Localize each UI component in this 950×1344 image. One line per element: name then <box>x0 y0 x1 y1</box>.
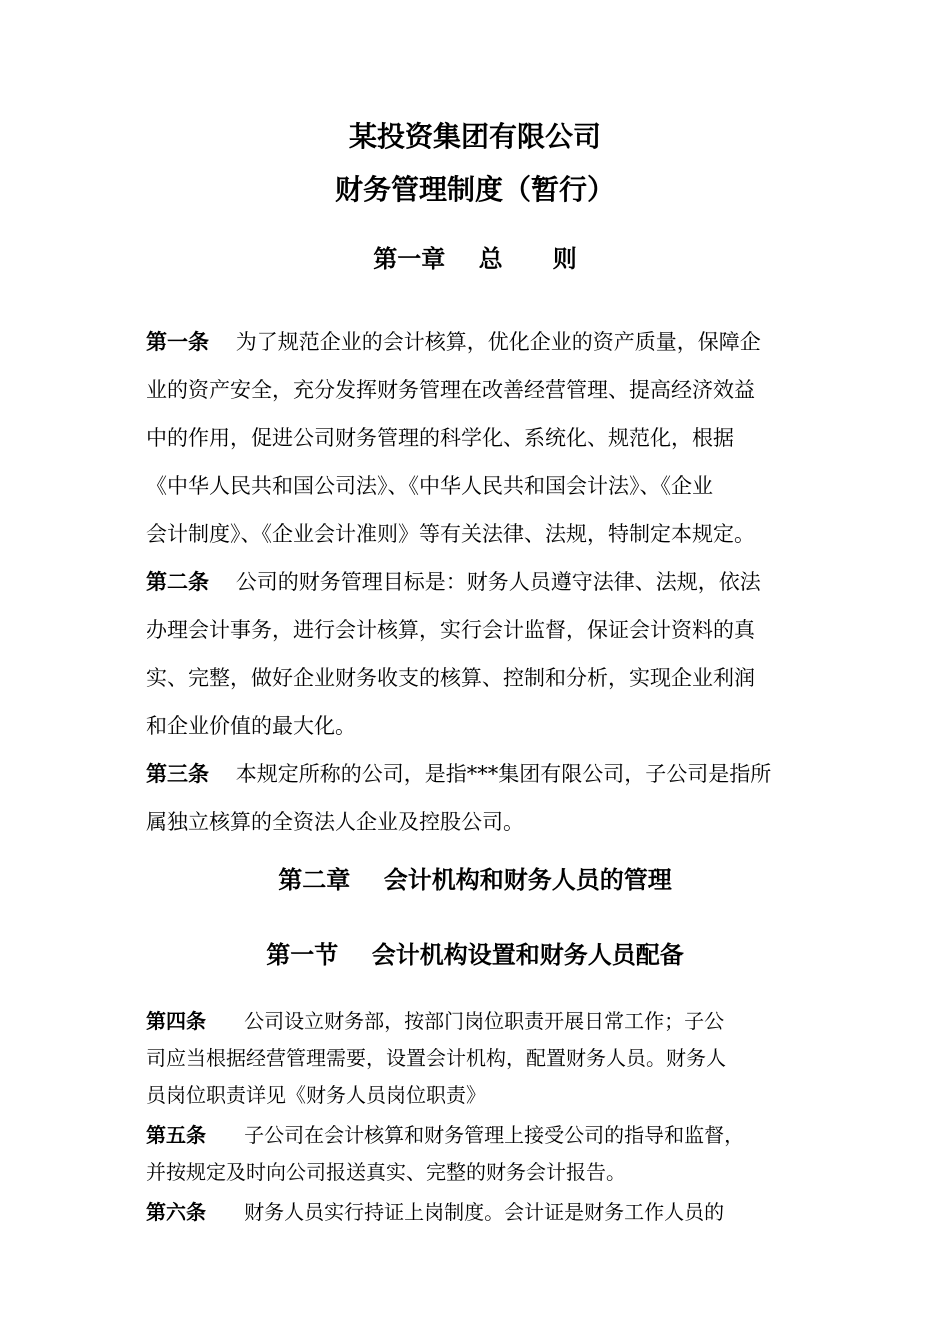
article4-line3: 员岗位职责详见《财务人员岗位职责》 <box>146 1083 486 1107</box>
article5-label: 第五条 <box>146 1123 206 1147</box>
article3-text: 本规定所称的公司，是指***集团有限公司，子公司是指所 <box>209 762 772 786</box>
article4-label: 第四条 <box>146 1009 206 1033</box>
article5-text: 子公司在会计核算和财务管理上接受公司的指导和监督， <box>206 1123 745 1147</box>
article6-line1 <box>146 1196 724 1225</box>
article1-line3: 中的作用，促进公司财务管理的科学化、系统化、规范化，根据 <box>146 426 734 450</box>
chapter1-heading: 第一章 总 则 <box>373 245 577 273</box>
article2-line1 <box>146 566 761 596</box>
article2-label: 第二条 <box>146 570 209 594</box>
article2-line2: 办理会计事务，进行会计核算，实行会计监督，保证会计资料的真 <box>146 618 755 642</box>
chapter2-heading: 第二章 会计机构和财务人员的管理 <box>278 866 672 894</box>
article1-text: 为了规范企业的会计核算，优化企业的资产质量，保障企 <box>209 330 761 354</box>
article1-line1 <box>146 326 761 356</box>
article5-line2: 并按规定及时向公司报送真实、完整的财务会计报告。 <box>146 1160 626 1184</box>
article4-line1 <box>146 1005 724 1034</box>
article5-line1 <box>146 1119 744 1148</box>
section1-heading: 第一节 会计机构设置和财务人员配备 <box>266 941 684 969</box>
article1-line5: 会计制度》、《企业会计准则》等有关法律、法规，特制定本规定。 <box>146 522 755 546</box>
article1-label: 第一条 <box>146 330 209 354</box>
article1-line2: 业的资产安全，充分发挥财务管理在改善经营管理、提高经济效益 <box>146 378 755 402</box>
article4-text: 公司设立财务部，按部门岗位职责开展日常工作；子公 <box>206 1009 725 1033</box>
article6-label: 第六条 <box>146 1200 206 1224</box>
article2-line3: 实、完整，做好企业财务收支的核算、控制和分析，实现企业利润 <box>146 666 755 690</box>
article3-line2: 属独立核算的全资法人企业及控股公司。 <box>146 810 524 834</box>
document-title-line2: 财务管理制度（暂行） <box>334 173 615 206</box>
article1-line4: 《中华人民共和国公司法》、《中华人民共和国会计法》、《企业 <box>146 474 713 498</box>
article2-line4: 和企业价值的最大化。 <box>146 714 356 738</box>
article2-text: 公司的财务管理目标是：财务人员遵守法律、法规，依法 <box>209 570 761 594</box>
article4-line2: 司应当根据经营管理需要，设置会计机构，配置财务人员。财务人 <box>146 1046 726 1070</box>
article3-line1 <box>146 758 771 788</box>
article6-text: 财务人员实行持证上岗制度。会计证是财务工作人员的 <box>206 1200 725 1224</box>
article3-label: 第三条 <box>146 762 209 786</box>
document-title-line1: 某投资集团有限公司 <box>348 120 601 153</box>
